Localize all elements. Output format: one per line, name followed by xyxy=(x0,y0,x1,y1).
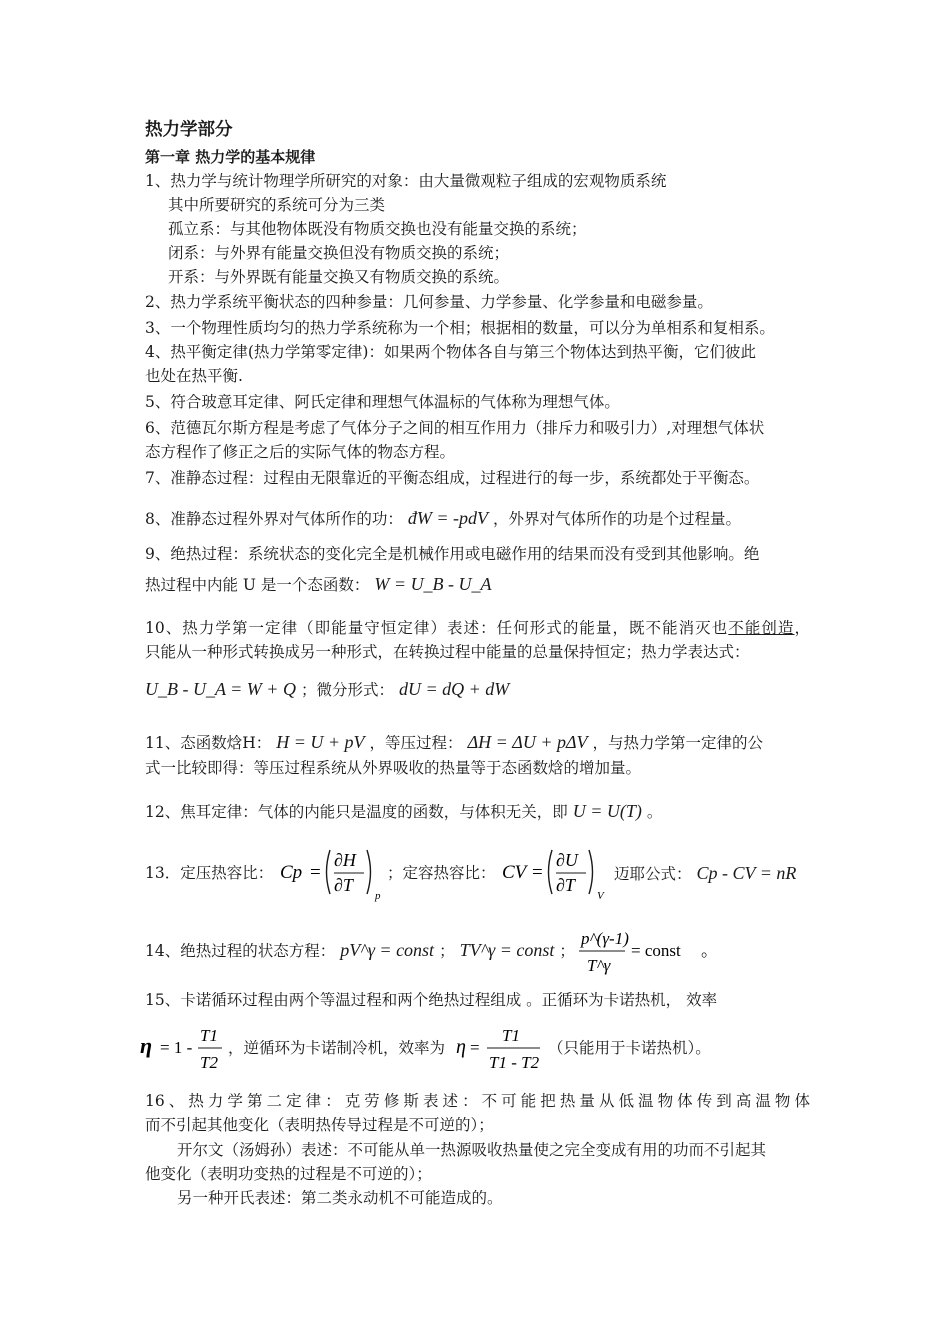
item-1-sub-2: 闭系：与外界有能量交换但没有物质交换的系统； xyxy=(168,244,510,262)
eta2-numerator: T1 xyxy=(502,1026,520,1045)
item-10-underline-1: 不能 xyxy=(728,619,762,637)
item-11-text-post: ，与热力学第一定律的公 xyxy=(592,734,764,752)
eta2-denominator: T1 - T2 xyxy=(489,1053,540,1072)
item-14-text: 14、绝热过程的状态方程： xyxy=(145,942,336,960)
item-4-line-2: 也处在热平衡. xyxy=(145,367,243,385)
cp-symbol: Cp xyxy=(280,862,303,883)
carnot-refrigerator-formula xyxy=(454,1018,544,1076)
item-10-text-mid: ；微分形式： xyxy=(300,681,394,699)
item-6-line-1: 6、范德瓦尔斯方程是考虑了气体分子之间的相互作用力（排斥力和吸引力）,对理想气体状 xyxy=(145,419,765,437)
first-law-formula: U_B - U_A = W + Q xyxy=(145,679,296,699)
item-10-line-3 xyxy=(145,677,810,702)
cp-subscript: p xyxy=(375,890,381,902)
item-11-text-mid: ，等压过程： xyxy=(369,734,463,752)
item-4-line-1: 4、热平衡定律(热力学第零定律)：如果两个物体各自与第三个物体达到热平衡，它们彼此 xyxy=(145,343,756,361)
item-13-label-2: ；定容热容比： xyxy=(387,864,496,882)
item-1: 1、热力学与统计物理学所研究的对象：由大量微观粒子组成的宏观物质系统 xyxy=(145,172,667,190)
chapter-title: 第一章 热力学的基本规律 xyxy=(145,148,316,166)
item-6-line-2: 态方程作了修正之后的实际气体的物态方程。 xyxy=(145,443,456,461)
item-16-line-4: 他变化（表明功变热的过程是不可逆的）； xyxy=(145,1165,432,1183)
item-12 xyxy=(145,799,810,824)
item-10-line-2: 只能从一种形式转换成另一种形式，在转换过程中能量的总量保持恒定；热力学表达式： xyxy=(145,643,750,661)
item-5: 5、符合玻意耳定律、阿氏定律和理想气体温标的气体称为理想气体。 xyxy=(145,393,620,411)
item-16-line-3: 开尔文（汤姆孙）表述：不可能从单一热源吸收热量使之完全变成有用的功而不引起其 xyxy=(177,1141,767,1159)
item-10-text-post: ， xyxy=(794,619,810,637)
item-8-text-pre: 8、准静态过程外界对气体所作的功： xyxy=(145,510,403,528)
item-11-text-pre: 11、态函数焓H： xyxy=(145,734,272,752)
item-12-text-pre: 12、焦耳定律：气体的内能只是温度的函数，与体积无关，即 xyxy=(145,803,568,821)
cp-formula xyxy=(278,842,388,902)
item-16-line-2: 而不引起其他变化（表明热传导过程是不可逆的）； xyxy=(145,1116,494,1134)
cp-partial-h: ∂H xyxy=(334,850,356,870)
enthalpy-formula: H = U + pV xyxy=(276,732,365,752)
item-1-sub-0: 其中所要研究的系统可分为三类 xyxy=(168,196,386,214)
eta-symbol-1: η xyxy=(140,1033,153,1058)
item-12-text-post: 。 xyxy=(646,803,663,821)
adiabatic-denominator: T^γ xyxy=(587,956,611,975)
work-formula: đW = -pdV xyxy=(407,508,489,528)
svg-text:。: 。 xyxy=(701,941,718,960)
item-16-line-1: 16、热力学第二定律：克劳修斯表述：不可能把热量从低温物体传到高温物体 xyxy=(145,1092,810,1110)
item-11-line-2: 式一比较即得：等压过程系统从外界吸收的热量等于态函数焓的增加量。 xyxy=(145,759,642,777)
cv-partial-t: ∂T xyxy=(556,875,575,895)
item-15-line-1: 15、卡诺循环过程由两个等温过程和两个绝热过程组成 。正循环为卡诺热机， 效率 xyxy=(145,991,718,1009)
cv-formula xyxy=(500,842,610,902)
item-3: 3、一个物理性质均匀的热力学系统称为一个相；根据相的数量，可以分为单相系和复相系。 xyxy=(145,319,775,337)
cv-equals: = xyxy=(532,862,543,883)
adiabatic-formula-2: TV^γ = const xyxy=(459,940,555,960)
item-9-line-2 xyxy=(145,572,810,597)
item-1-sub-3: 开系：与外界既有能量交换又有物质交换的系统。 xyxy=(168,268,510,286)
eta-denominator: T2 xyxy=(200,1053,218,1072)
item-10-line-1 xyxy=(145,616,810,640)
item-13-label-3 xyxy=(614,861,801,886)
mayer-label: 迈耶公式： xyxy=(614,865,692,883)
item-13-label-1: 13．定压热容比： xyxy=(145,864,274,882)
item-14-label: 14、绝热过程的状态方程： pV^γ = const ； TV^γ = const ； xyxy=(145,940,575,960)
item-2: 2、热力学系统平衡状态的四种参量：几何参量、力学参量、化学参量和电磁参量。 xyxy=(145,293,713,311)
item-10-underline-2: 创造 xyxy=(761,619,795,637)
adiabatic-formula-3 xyxy=(575,920,718,980)
item-8 xyxy=(145,506,810,531)
item-1-sub-1: 孤立系：与其他物体既没有物质交换也没有能量交换的系统； xyxy=(168,220,587,238)
cp-partial-t: ∂T xyxy=(334,875,353,895)
isobaric-formula: ΔH = ΔU + pΔV xyxy=(467,732,588,752)
cv-symbol: CV xyxy=(502,862,527,883)
item-15-text-post: （只能用于卡诺热机）。 xyxy=(548,1039,711,1057)
adiabatic-rhs: = const xyxy=(631,941,681,960)
mayer-formula: Cp - CV = nR xyxy=(696,863,797,883)
cv-subscript: V xyxy=(597,890,604,902)
item-8-text-post: ，外界对气体所作的功是个过程量。 xyxy=(493,510,742,528)
carnot-efficiency-formula xyxy=(140,1018,235,1076)
eta-symbol-2: η xyxy=(456,1036,466,1058)
eta-numerator: T1 xyxy=(200,1026,218,1045)
part-title: 热力学部分 xyxy=(145,120,233,140)
item-9-text: 热过程中内能 U 是一个态函数： xyxy=(145,576,370,594)
item-16-line-5: 另一种开氏表述：第二类永动机不可能造成的。 xyxy=(177,1189,503,1207)
item-10-text-pre: 10、热力学第一定律（即能量守恒定律）表述：任何形式的能量，既不能消灭也 xyxy=(145,619,729,637)
adiabatic-work-formula: W = U_B - U_A xyxy=(374,574,492,594)
first-law-differential: dU = dQ + dW xyxy=(398,679,510,699)
item-15-text-mid: ，逆循环为卡诺制冷机，效率为 xyxy=(228,1039,446,1057)
item-7: 7、准静态过程：过程由无限靠近的平衡态组成，过程进行的每一步，系统都处于平衡态。 xyxy=(145,469,760,487)
cv-partial-u: ∂U xyxy=(556,850,578,870)
eta-one-minus: = 1 - xyxy=(160,1038,193,1057)
adiabatic-formula-1: pV^γ = const xyxy=(340,940,435,960)
joule-law-formula: U = U(T) xyxy=(572,801,642,821)
item-11-line-1 xyxy=(145,730,810,755)
svg-text:=: = xyxy=(470,1038,480,1057)
cp-equals: = xyxy=(310,862,321,883)
adiabatic-numerator: p^(γ-1) xyxy=(581,929,629,948)
item-9-line-1: 9、绝热过程：系统状态的变化完全是机械作用或电磁作用的结果而没有受到其他影响。绝 xyxy=(145,545,760,563)
